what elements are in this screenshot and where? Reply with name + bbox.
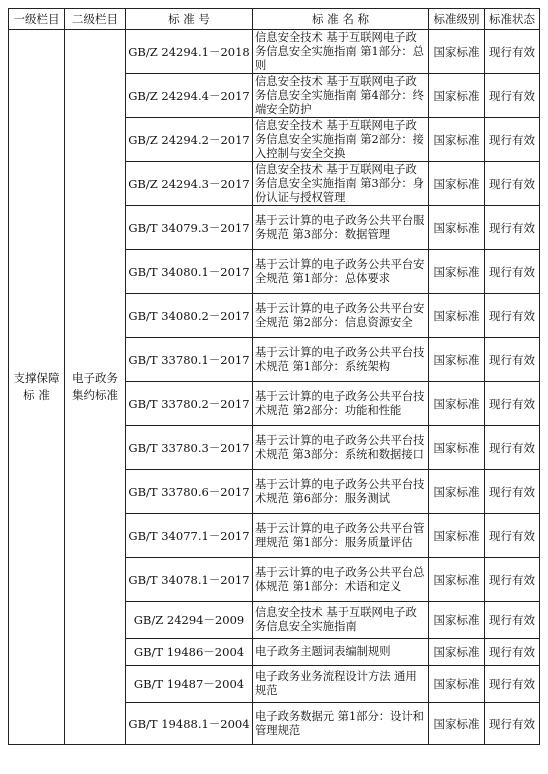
standard-status: 现行有效 bbox=[485, 514, 540, 558]
standard-code: GB/T 33780.2－2017 bbox=[126, 382, 253, 426]
standard-name: 信息安全技术 基于互联网电子政务信息安全实施指南 第3部分：身份认证与授权管理 bbox=[253, 162, 429, 206]
standard-code: GB/T 33780.6－2017 bbox=[126, 470, 253, 514]
standard-level: 国家标准 bbox=[429, 426, 485, 470]
standard-code: GB/Z 24294.2－2017 bbox=[126, 118, 253, 162]
standard-level: 国家标准 bbox=[429, 470, 485, 514]
standard-name: 电子政务数据元 第1部分：设计和管理规范 bbox=[253, 703, 429, 745]
standard-level: 国家标准 bbox=[429, 382, 485, 426]
standard-name: 信息安全技术 基于互联网电子政务信息安全实施指南 bbox=[253, 602, 429, 639]
standard-level: 国家标准 bbox=[429, 558, 485, 602]
standard-status: 现行有效 bbox=[485, 426, 540, 470]
standard-code: GB/T 34079.3－2017 bbox=[126, 206, 253, 250]
standard-level: 国家标准 bbox=[429, 639, 485, 666]
standard-name: 基于云计算的电子政务公共平台服务规范 第3部分：数据管理 bbox=[253, 206, 429, 250]
standard-level: 国家标准 bbox=[429, 250, 485, 294]
category-level2-cell: 电子政务集约标准 bbox=[65, 30, 126, 745]
standard-status: 现行有效 bbox=[485, 250, 540, 294]
standards-table bbox=[8, 8, 540, 745]
table-header-row bbox=[9, 9, 540, 30]
standard-name: 基于云计算的电子政务公共平台安全规范 第1部分：总体要求 bbox=[253, 250, 429, 294]
standard-name: 信息安全技术 基于互联网电子政务信息安全实施指南 第1部分：总则 bbox=[253, 30, 429, 74]
standard-status: 现行有效 bbox=[485, 162, 540, 206]
standard-level: 国家标准 bbox=[429, 703, 485, 745]
standard-code: GB/T 19488.1－2004 bbox=[126, 703, 253, 745]
standard-code: GB/Z 24294.1－2018 bbox=[126, 30, 253, 74]
standard-name: 基于云计算的电子政务公共平台技术规范 第2部分：功能和性能 bbox=[253, 382, 429, 426]
header-name-column: 标 准 名 称 bbox=[253, 9, 429, 30]
standard-name: 电子政务业务流程设计方法 通用规范 bbox=[253, 666, 429, 703]
standard-status: 现行有效 bbox=[485, 703, 540, 745]
header-level2-column: 二级栏目 bbox=[65, 9, 126, 30]
standard-status: 现行有效 bbox=[485, 602, 540, 639]
standard-name: 基于云计算的电子政务公共平台技术规范 第3部分：系统和数据接口 bbox=[253, 426, 429, 470]
standard-status: 现行有效 bbox=[485, 206, 540, 250]
standard-level: 国家标准 bbox=[429, 294, 485, 338]
standard-name: 信息安全技术 基于互联网电子政务信息安全实施指南 第4部分：终端安全防护 bbox=[253, 74, 429, 118]
standard-level: 国家标准 bbox=[429, 666, 485, 703]
header-grade-column: 标准级别 bbox=[429, 9, 485, 30]
standard-code: GB/T 34080.2－2017 bbox=[126, 294, 253, 338]
standard-name: 基于云计算的电子政务公共平台管理规范 第1部分：服务质量评估 bbox=[253, 514, 429, 558]
standard-status: 现行有效 bbox=[485, 470, 540, 514]
table-row bbox=[9, 30, 540, 74]
standard-level: 国家标准 bbox=[429, 74, 485, 118]
standard-code: GB/T 33780.1－2017 bbox=[126, 338, 253, 382]
standard-code: GB/Z 24294.4－2017 bbox=[126, 74, 253, 118]
standard-name: 信息安全技术 基于互联网电子政务信息安全实施指南 第2部分：接入控制与安全交换 bbox=[253, 118, 429, 162]
standard-status: 现行有效 bbox=[485, 382, 540, 426]
standard-name: 基于云计算的电子政务公共平台安全规范 第2部分：信息资源安全 bbox=[253, 294, 429, 338]
standard-code: GB/T 33780.3－2017 bbox=[126, 426, 253, 470]
standard-name: 电子政务主题词表编制规则 bbox=[253, 639, 429, 666]
standard-level: 国家标准 bbox=[429, 514, 485, 558]
standard-level: 国家标准 bbox=[429, 338, 485, 382]
standard-name: 基于云计算的电子政务公共平台技术规范 第1部分：系统架构 bbox=[253, 338, 429, 382]
standard-status: 现行有效 bbox=[485, 30, 540, 74]
standard-status: 现行有效 bbox=[485, 118, 540, 162]
standard-name: 基于云计算的电子政务公共平台技术规范 第6部分：服务测试 bbox=[253, 470, 429, 514]
standard-level: 国家标准 bbox=[429, 162, 485, 206]
standard-code: GB/T 19486－2004 bbox=[126, 639, 253, 666]
standard-status: 现行有效 bbox=[485, 74, 540, 118]
standard-level: 国家标准 bbox=[429, 118, 485, 162]
standard-code: GB/T 34080.1－2017 bbox=[126, 250, 253, 294]
standard-code: GB/Z 24294－2009 bbox=[126, 602, 253, 639]
standard-status: 现行有效 bbox=[485, 666, 540, 703]
header-code-column: 标 准 号 bbox=[126, 9, 253, 30]
category-level1-cell: 支撑保障标 准 bbox=[9, 30, 65, 745]
standard-code: GB/T 34078.1－2017 bbox=[126, 558, 253, 602]
standard-level: 国家标准 bbox=[429, 30, 485, 74]
header-status-column: 标准状态 bbox=[485, 9, 540, 30]
standard-status: 现行有效 bbox=[485, 294, 540, 338]
standard-status: 现行有效 bbox=[485, 338, 540, 382]
standard-status: 现行有效 bbox=[485, 639, 540, 666]
header-level1-column: 一级栏目 bbox=[9, 9, 65, 30]
standard-level: 国家标准 bbox=[429, 206, 485, 250]
standard-code: GB/T 34077.1－2017 bbox=[126, 514, 253, 558]
standard-level: 国家标准 bbox=[429, 602, 485, 639]
standard-code: GB/T 19487－2004 bbox=[126, 666, 253, 703]
standard-name: 基于云计算的电子政务公共平台总体规范 第1部分：术语和定义 bbox=[253, 558, 429, 602]
standard-code: GB/Z 24294.3－2017 bbox=[126, 162, 253, 206]
standard-status: 现行有效 bbox=[485, 558, 540, 602]
